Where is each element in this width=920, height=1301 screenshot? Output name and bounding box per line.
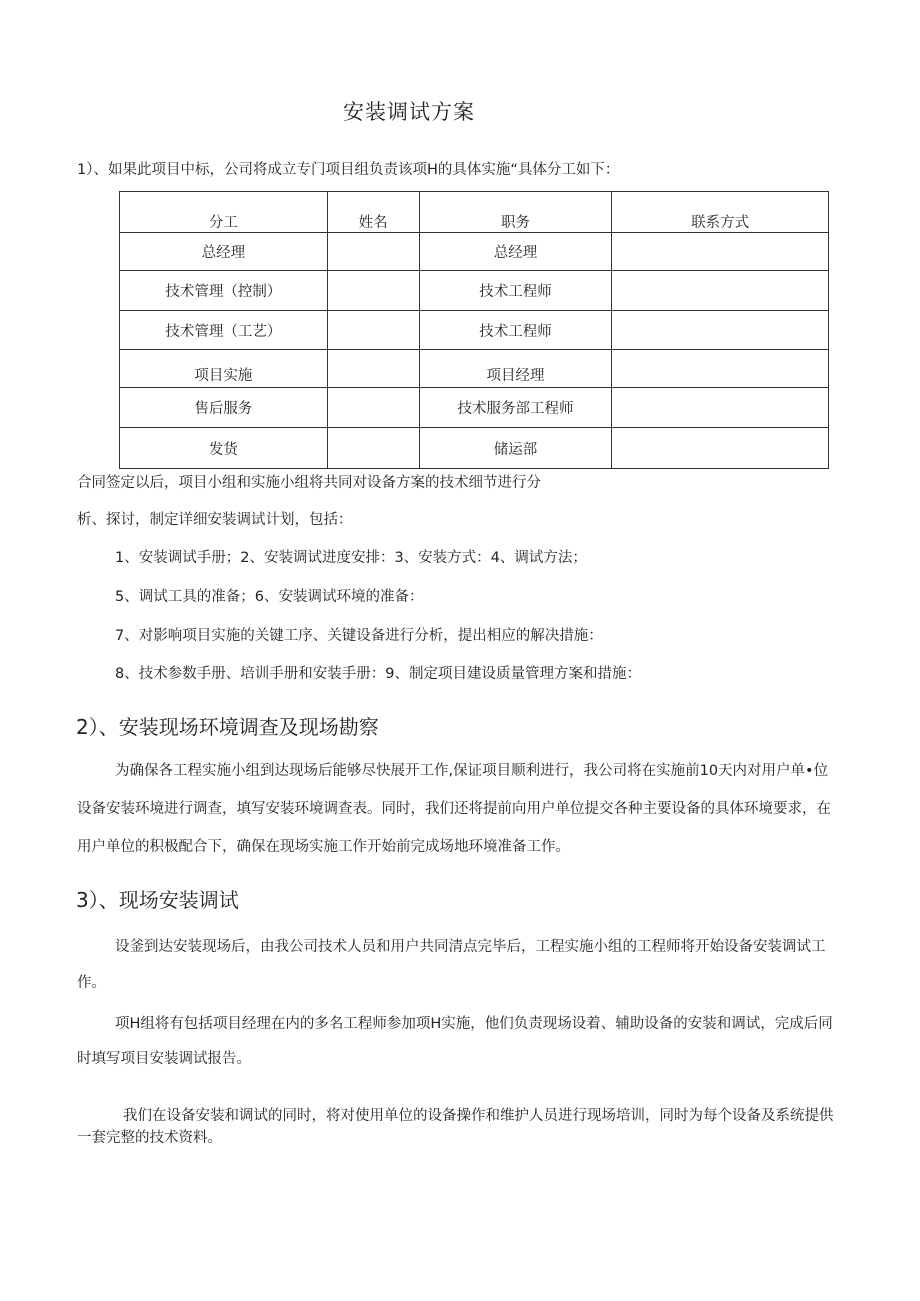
paragraph-line: 合同签定以后，项目小组和实施小组将共同对设备方案的技术细节进行分: [77, 475, 541, 491]
role-cell: 项目实施: [120, 350, 328, 388]
section-heading: 2）、安装现场环境调查及现场勘察: [76, 715, 379, 739]
table-header-row: [120, 192, 829, 233]
role-cell: 技术管理（控制）: [120, 271, 328, 311]
position-cell: 项目经理: [419, 350, 612, 388]
contact-cell: [612, 388, 829, 428]
paragraph-line: 我们在设备安装和调试的同时，将对使用单位的设备操作和维护人员进行现场培训，同时为每个设备及系统提供: [123, 1108, 834, 1124]
role-table: [119, 191, 829, 469]
position-cell: 技术服务部工程师: [419, 388, 612, 428]
paragraph-line: 时填写项目安装调试报告。: [77, 1051, 251, 1067]
header-cell: 职务: [419, 192, 612, 233]
plan-item: 5、调试工具的准备；6、安装调试环境的准备：: [115, 589, 424, 605]
table-row: [120, 428, 829, 469]
name-cell: [327, 388, 419, 428]
table-row: [120, 311, 829, 350]
contact-cell: [612, 233, 829, 271]
header-cell: 分工: [120, 192, 328, 233]
role-cell: 发货: [120, 428, 328, 469]
table-row: [120, 233, 829, 271]
paragraph-line: 为确保各工程实施小组到达现场后能够尽快展开工作,保证项目顺利进行，我公司将在实施前10天内对用户单•位: [115, 763, 829, 779]
paragraph-line: 一套完整的技术资料。: [77, 1130, 222, 1146]
section-heading: 3）、现场安装调试: [76, 888, 239, 912]
plan-item: 8、技术参数手册、培训手册和安装手册：9、制定项目建设质量管理方案和措施：: [115, 666, 641, 682]
paragraph-line: 项H组将有包括项目经理在内的多名工程师参加项H实施，他们负责现场设着、辅助设备的安装和调试，完成后同: [115, 1016, 833, 1032]
contact-cell: [612, 311, 829, 350]
name-cell: [327, 428, 419, 469]
plan-item: 7、对影响项目实施的关键工序、关键设备进行分析，提出相应的解决措施：: [115, 628, 603, 644]
paragraph-line: 作。: [77, 975, 106, 991]
role-cell: 售后服务: [120, 388, 328, 428]
position-cell: 技术工程师: [419, 311, 612, 350]
paragraph-line: 设备安装环境进行调查，填写安装环境调查表。同时，我们还将提前向用户单位提交各种主要设备的具体环境要求，在: [77, 801, 831, 817]
role-cell: 总经理: [120, 233, 328, 271]
table-row: [120, 271, 829, 311]
paragraph-line: 析、探讨，制定详细安装调试计划，包括：: [77, 512, 353, 528]
position-cell: 技术工程师: [419, 271, 612, 311]
header-cell: 联系方式: [612, 192, 829, 233]
contact-cell: [612, 428, 829, 469]
name-cell: [327, 311, 419, 350]
page-title: 安装调试方案: [343, 100, 475, 124]
position-cell: 储运部: [419, 428, 612, 469]
contact-cell: [612, 350, 829, 388]
table-row: [120, 388, 829, 428]
paragraph-line: 设釜到达安装现场后，由我公司技术人员和用户共同清点完毕后，工程实施小组的工程师将开始设备安装调试工: [115, 939, 826, 955]
table-row: [120, 350, 829, 388]
contact-cell: [612, 271, 829, 311]
paragraph-line: 用户单位的积极配合下，确保在现场实施工作开始前完成场地环境准备工作。: [77, 839, 570, 855]
position-cell: 总经理: [419, 233, 612, 271]
name-cell: [327, 233, 419, 271]
name-cell: [327, 350, 419, 388]
name-cell: [327, 271, 419, 311]
plan-item: 1、安装调试手册；2、安装调试进度安排：3、安装方式：4、调试方法；: [115, 550, 587, 566]
header-cell: 姓名: [327, 192, 419, 233]
intro-line: 1）、如果此项目中标，公司将成立专门项目组负责该项H的具体实施“具体分工如下：: [77, 162, 620, 178]
role-cell: 技术管理（工艺）: [120, 311, 328, 350]
